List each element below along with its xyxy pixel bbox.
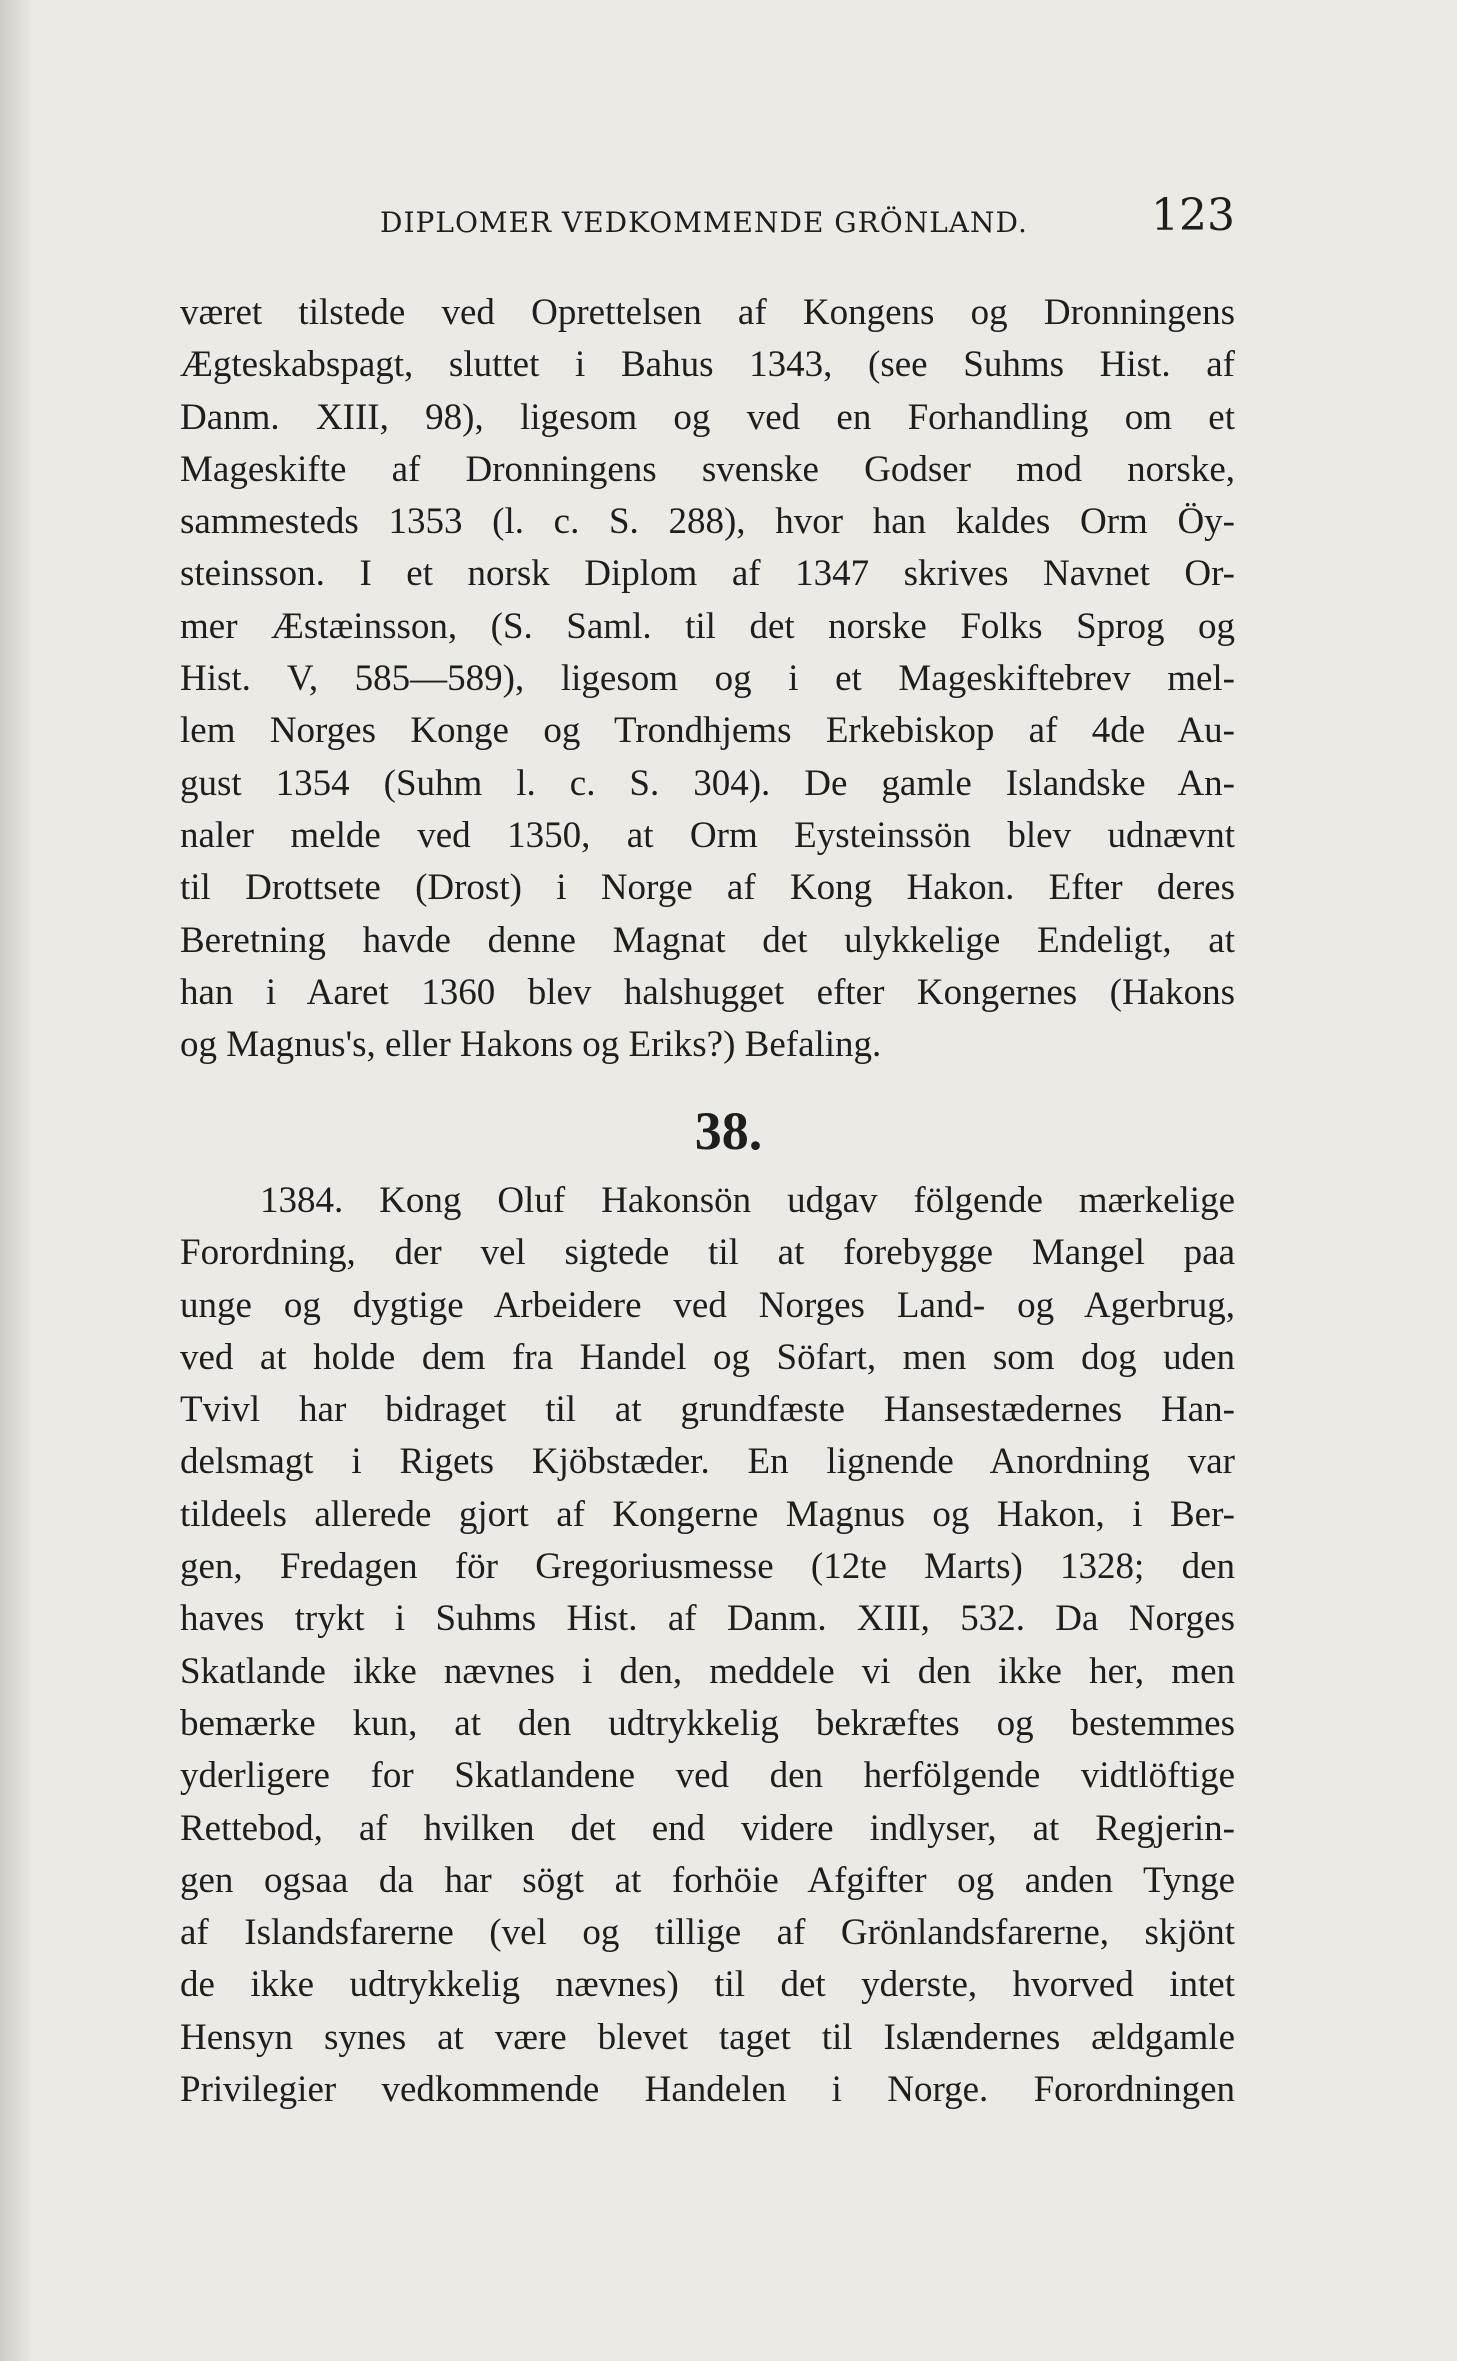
text-line: Danm. XIII, 98), ligesom og ved en Forhandling om et [180,396,1235,438]
text-line: mer Æstæinsson, (S. Saml. til det norske Folks Sprog og [180,605,1235,647]
text-line: gen ogsaa da har sögt at forhöie Afgifter og anden Tynge [180,1859,1235,1901]
paragraph-continuation [180,287,1235,1071]
page-gutter [0,0,30,2361]
page-header [180,190,1235,250]
page-number: 123 [1151,190,1235,241]
text-line: delsmagt i Rigets Kjöbstæder. En lignende Anordning var [180,1441,1235,1483]
text-line: Forordning, der vel sigtede til at forebygge Mangel paa [180,1232,1235,1274]
text-line: Skatlande ikke nævnes i den, meddele vi den ikke her, men [180,1650,1235,1692]
text-line: gen, Fredagen för Gregoriusmesse (12te Marts) 1328; den [180,1546,1235,1588]
text-line: Hist. V, 585—589), ligesom og i et Mageskiftebrev mel- [180,658,1235,700]
text-line: af Islandsfarerne (vel og tillige af Grönlandsfarerne, skjönt [180,1912,1235,1954]
text-line: bemærke kun, at den udtrykkelig bekræftes og bestemmes [180,1702,1235,1744]
text-line: tildeels allerede gjort af Kongerne Magnus og Hakon, i Ber- [180,1493,1235,1535]
text-line: naler melde ved 1350, at Orm Eysteinssön blev udnævnt [180,814,1235,856]
text-line: til Drottsete (Drost) i Norge af Kong Hakon. Efter deres [180,867,1235,909]
text-line: Privilegier vedkommende Handelen i Norge. Forordningen [180,2069,1235,2111]
paragraph-section-38 [180,1175,1235,2116]
text-line: Tvivl har bidraget til at grundfæste Hansestædernes Han- [180,1389,1235,1431]
text-line: haves trykt i Suhms Hist. af Danm. XIII, 532. Da Norges [180,1598,1235,1640]
text-line: sammesteds 1353 (l. c. S. 288), hvor han kaldes Orm Öy- [180,501,1235,543]
text-line: han i Aaret 1360 blev halshugget efter Kongernes (Hakons [180,971,1235,1013]
text-line: 1384. Kong Oluf Hakonsön udgav fölgende mærkelige [260,1180,1235,1221]
section-number: 38. [694,1101,763,1161]
text-line: gust 1354 (Suhm l. c. S. 304). De gamle Islandske An- [180,762,1235,804]
text-line: lem Norges Konge og Trondhjems Erkebiskop af 4de Au- [180,710,1235,752]
text-line: Hensyn synes at være blevet taget til Islændernes ældgamle [180,2016,1235,2058]
text-line: de ikke udtrykkelig nævnes) til det yderste, hvorved intet [180,1964,1235,2006]
running-head: DIPLOMER VEDKOMMENDE GRÖNLAND. [380,206,1028,239]
text-line: steinsson. I et norsk Diplom af 1347 skrives Navnet Or- [180,553,1235,595]
text-line: ved at holde dem fra Handel og Söfart, men som dog uden [180,1336,1235,1378]
text-line: Beretning havde denne Magnat det ulykkelige Endeligt, at [180,919,1235,961]
text-line: yderligere for Skatlandene ved den herfölgende vidtlöftige [180,1755,1235,1797]
text-line: været tilstede ved Oprettelsen af Kongens og Dronningens [180,292,1235,333]
text-line: og Magnus's, eller Hakons og Eriks?) Befaling. [180,1024,882,1066]
text-line: Mageskifte af Dronningens svenske Godser mod norske, [180,448,1235,490]
text-line: Rettebod, af hvilken det end videre indlyser, at Regjerin- [180,1807,1235,1849]
text-line: Ægteskabspagt, sluttet i Bahus 1343, (see Suhms Hist. af [180,344,1235,386]
text-line: unge og dygtige Arbeidere ved Norges Land- og Agerbrug, [180,1284,1235,1326]
